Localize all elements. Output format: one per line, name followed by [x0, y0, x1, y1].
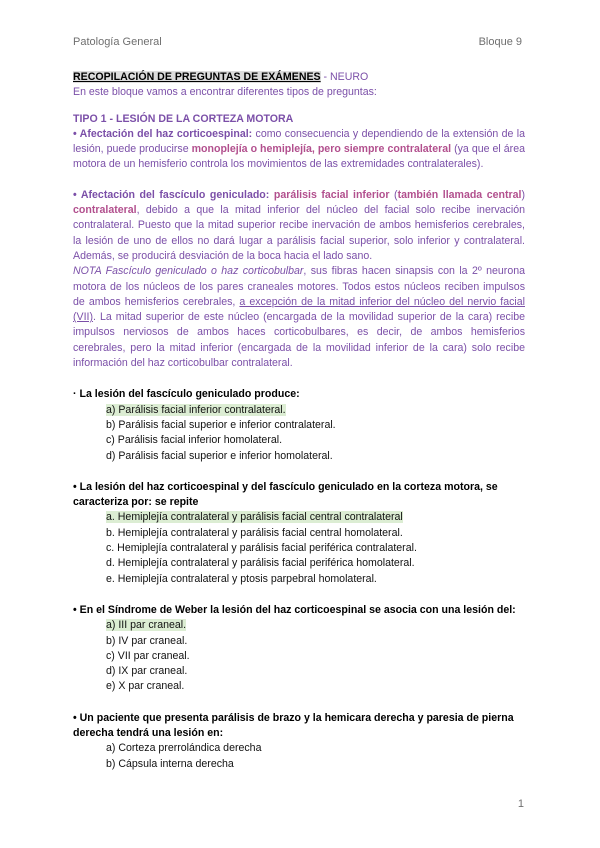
option-d: d) Parálisis facial superior e inferior homolateral.	[106, 449, 333, 462]
question-block	[73, 711, 525, 772]
option-e: e) X par craneal.	[106, 680, 185, 693]
paragraph-geniculado	[73, 188, 525, 264]
option-b: b) Parálisis facial superior e inferior contralateral.	[106, 418, 336, 431]
bullet-corticoespinal: • Afectación del haz corticoespinal:	[73, 127, 253, 140]
highlight-text: contralateral	[73, 204, 137, 217]
highlight-text: parálisis facial inferior	[269, 188, 390, 201]
option-c: c. Hemiplejía contralateral y parálisis facial periférica contralateral.	[106, 542, 417, 555]
text: )	[521, 188, 526, 201]
option-d: d) IX par craneal.	[106, 665, 188, 678]
question: • La lesión del haz corticoespinal y del fascículo geniculado en la corteza motora, se caracteriza por: se repite	[73, 480, 498, 509]
bullet-geniculado: • Afectación del fascículo geniculado:	[73, 188, 270, 201]
option-c: c) VII par craneal.	[106, 649, 190, 662]
question: • En el Síndrome de Weber la lesión del haz corticoespinal se asocia con una lesión del:	[73, 603, 516, 616]
option-d: d. Hemiplejía contralateral y parálisis facial periférica homolateral.	[106, 557, 415, 570]
question-block	[73, 480, 525, 587]
option-a: a) Corteza prerrolándica derecha	[106, 742, 262, 755]
highlight-text: también llamada central	[397, 188, 522, 201]
option-a	[106, 403, 525, 418]
text: (ya que el área motora de un hemisferio controla los movimientos de las extremidades contralaterales).	[73, 143, 525, 171]
text: (	[389, 188, 398, 201]
question-block	[73, 603, 525, 695]
text: , sus fibras hacen sinapsis con la 2º neurona motora de los núcleos de los pares craneales motores. Todos estos núcleos reciben impulsos de ambos hemisferios cerebrales,	[73, 265, 525, 308]
header-left: Patología General	[73, 36, 162, 48]
option-a	[106, 510, 525, 525]
intro-text: En este bloque vamos a encontrar diferentes tipos de preguntas:	[73, 86, 377, 99]
option-b: b) IV par craneal.	[106, 634, 188, 647]
option-c: c) Parálisis facial inferior homolateral.	[106, 434, 283, 447]
header-right: Bloque 9	[478, 36, 522, 48]
option-e: e. Hemiplejía contralateral y ptosis parpebral homolateral.	[106, 572, 377, 585]
page-title	[73, 70, 525, 85]
question: · La lesión del fascículo geniculado produce:	[73, 388, 300, 401]
highlight-text: monoplejía o hemiplejía, pero siempre contralateral	[191, 143, 452, 156]
title-sub: - NEURO	[320, 71, 369, 83]
paragraph-nota	[73, 264, 525, 371]
text: . La mitad superior de este núcleo (encargada de la movilidad superior de la cara) recibe impulsos nerviosos de ambos haces corticobulbares, es decir, de ambos hemisferios cerebrales, pero la mitad inferior (encargada de la movilidad inferior de la cara) solo recibe información del haz corticobulbar contralateral.	[73, 311, 525, 370]
underlined-text: a excepción de la mitad inferior del núcleo del nervio facial (VII)	[73, 295, 525, 324]
question-block	[73, 387, 525, 463]
paragraph-corticoespinal	[73, 127, 525, 173]
section-heading: TIPO 1 - LESIÓN DE LA CORTEZA MOTORA	[73, 112, 294, 125]
document-body	[73, 70, 525, 772]
option-b: b) Cápsula interna derecha	[106, 757, 234, 770]
option-a	[106, 618, 525, 633]
text: , debido a que la mitad inferior del núcleo del facial solo recibe inervación contralateral. Puesto que la mitad superior recibe inervación de ambos hemisferios cerebrales, la lesión de uno de ellos no dará lugar a parálisis facial superior, solo inferior y contralateral. Además, se producirá desviación de la boca hacia el lado sano.	[73, 204, 525, 262]
title-main: RECOPILACIÓN DE PREGUNTAS DE EXÁMENES	[73, 71, 321, 83]
page-number: 1	[517, 798, 524, 810]
answer-highlight: a) III par craneal.	[106, 619, 187, 632]
answer-highlight: a) Parálisis facial inferior contralateral.	[106, 403, 286, 416]
option-b: b. Hemiplejía contralateral y parálisis facial central homolateral.	[106, 526, 403, 539]
answer-highlight: a. Hemiplejía contralateral y parálisis facial central contralateral	[106, 511, 403, 524]
text: como consecuencia y dependiendo de la extensión de la lesión, puede producirse	[73, 127, 525, 156]
question: • Un paciente que presenta parálisis de brazo y la hemicara derecha y paresia de pierna derecha tendrá una lesión en:	[73, 711, 514, 739]
note-label: NOTA Fascículo geniculado o haz corticobulbar	[73, 265, 304, 278]
